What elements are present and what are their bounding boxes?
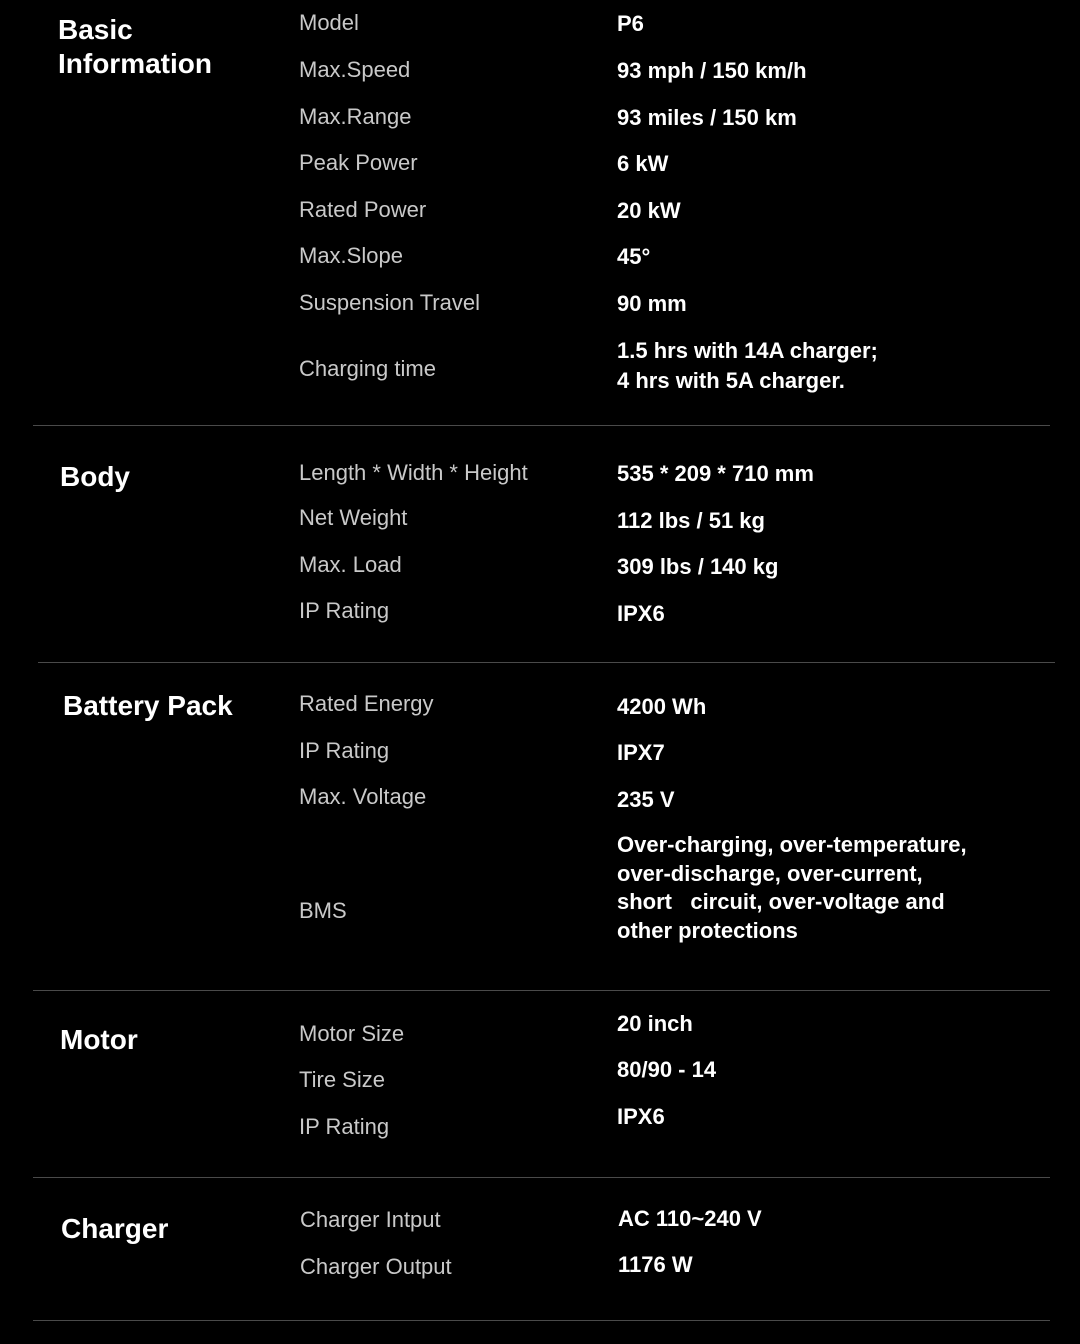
spec-value-peak-power: 6 kW (617, 151, 669, 176)
spec-value-max-range: 93 miles / 150 km (617, 105, 797, 130)
spec-label-charger-input: Charger Intput (300, 1207, 441, 1232)
spec-value-model: P6 (617, 11, 644, 36)
spec-label-ip-rating-motor: IP Rating (299, 1114, 390, 1139)
spec-value-max-speed: 93 mph / 150 km/h (617, 58, 807, 83)
spec-label-max-speed: Max.Speed (299, 57, 411, 82)
spec-value-ip-rating-battery: IPX7 (617, 740, 665, 765)
spec-label-bms: BMS (299, 898, 347, 923)
spec-value-max-slope: 45° (617, 244, 651, 269)
section-divider (38, 662, 1055, 663)
spec-label-max-range: Max.Range (299, 104, 412, 129)
section-title-basic-information: Basic Information (58, 14, 212, 79)
section-divider (33, 990, 1050, 991)
spec-label-rated-power: Rated Power (299, 197, 427, 222)
spec-label-tire-size: Tire Size (299, 1067, 385, 1092)
spec-label-charger-output: Charger Output (300, 1254, 452, 1279)
spec-value-rated-energy: 4200 Wh (617, 694, 707, 719)
section-divider (33, 1177, 1050, 1178)
section-title-battery-pack: Battery Pack (63, 690, 233, 721)
spec-label-motor-size: Motor Size (299, 1021, 405, 1046)
spec-label-suspension-travel: Suspension Travel (299, 290, 480, 315)
spec-value-charging-time: 1.5 hrs with 14A charger; 4 hrs with 5A charger. (617, 338, 878, 393)
spec-value-max-load: 309 lbs / 140 kg (617, 554, 779, 579)
spec-value-dimensions: 535 * 209 * 710 mm (617, 461, 814, 486)
spec-value-charger-output: 1176 W (618, 1252, 693, 1277)
section-title-motor: Motor (60, 1024, 138, 1055)
spec-label-ip-rating-battery: IP Rating (299, 738, 390, 763)
spec-value-bms: Over-charging, over-temperature, over-discharge, over-current, short circuit, over-voltage and other protections (617, 832, 967, 943)
spec-label-ip-rating-body: IP Rating (299, 598, 390, 623)
spec-value-ip-rating-motor: IPX6 (617, 1104, 665, 1129)
spec-value-net-weight: 112 lbs / 51 kg (617, 508, 765, 533)
spec-label-max-voltage: Max. Voltage (299, 784, 427, 809)
spec-value-tire-size: 80/90 - 14 (617, 1057, 717, 1082)
spec-label-charging-time: Charging time (299, 356, 436, 381)
spec-label-net-weight: Net Weight (299, 505, 408, 530)
spec-label-rated-energy: Rated Energy (299, 691, 434, 716)
spec-label-dimensions: Length * Width * Height (299, 460, 528, 485)
spec-value-ip-rating-body: IPX6 (617, 601, 665, 626)
spec-label-max-load: Max. Load (299, 552, 402, 577)
spec-label-model: Model (299, 10, 359, 35)
section-divider (33, 1320, 1050, 1321)
spec-value-motor-size: 20 inch (617, 1011, 693, 1036)
spec-value-max-voltage: 235 V (617, 787, 675, 812)
spec-value-suspension-travel: 90 mm (617, 291, 687, 316)
section-divider (33, 425, 1050, 426)
spec-value-charger-input: AC 110~240 V (618, 1206, 762, 1231)
spec-label-peak-power: Peak Power (299, 150, 418, 175)
spec-label-max-slope: Max.Slope (299, 243, 403, 268)
section-title-body: Body (60, 461, 130, 492)
spec-value-rated-power: 20 kW (617, 198, 681, 223)
section-title-charger: Charger (61, 1213, 169, 1244)
